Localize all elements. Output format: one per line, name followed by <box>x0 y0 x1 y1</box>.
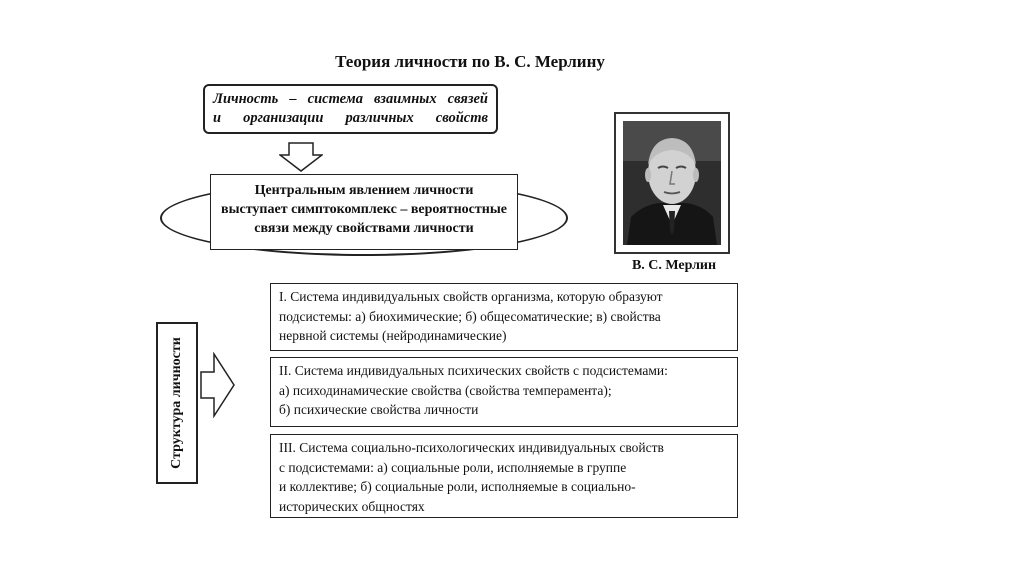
structure-item-1 <box>270 283 738 351</box>
central-line: выступает симптокомплекс – вероятностные <box>221 202 507 217</box>
structure-label-box <box>156 322 198 484</box>
down-arrow-icon <box>279 142 323 172</box>
item-line: исторических общностях <box>279 498 425 514</box>
item-line: III. Система социально-психологических индивидуальных свойств <box>279 440 664 455</box>
structure-item-3 <box>270 434 738 518</box>
item-line: I. Система индивидуальных свойств организма, которую образуют <box>279 289 663 304</box>
item-line: б) психические свойства личности <box>279 402 479 417</box>
item-line: и коллективе; б) социальные роли, исполняемые в социально- <box>279 479 636 494</box>
item-line: с подсистемами: а) социальные роли, исполняемые в группе <box>279 459 627 475</box>
item-line: нервной системы (нейродинамические) <box>279 328 507 343</box>
definition-line: и организации различных свойств <box>213 110 488 126</box>
central-phenomenon-box <box>210 174 518 250</box>
central-line: Центральным явлением личности <box>254 183 474 198</box>
diagram-title: Теория личности по В. С. Мерлину <box>335 52 605 71</box>
portrait-photo <box>614 112 730 254</box>
structure-label: Структура личности <box>169 337 184 469</box>
definition-box <box>203 84 498 134</box>
portrait-image <box>623 121 721 245</box>
portrait-caption: В. С. Мерлин <box>631 258 717 273</box>
right-arrow-icon <box>200 352 236 418</box>
item-line: подсистемы: а) биохимические; б) общесоматические; в) свойства <box>279 308 661 324</box>
item-line: а) психодинамические свойства (свойства темперамента); <box>279 382 612 398</box>
item-line: II. Система индивидуальных психических свойств с подсистемами: <box>279 363 668 378</box>
definition-line: Личность – система взаимных связей <box>213 91 488 107</box>
central-line: связи между свойствами личности <box>254 221 474 236</box>
structure-item-2 <box>270 357 738 427</box>
